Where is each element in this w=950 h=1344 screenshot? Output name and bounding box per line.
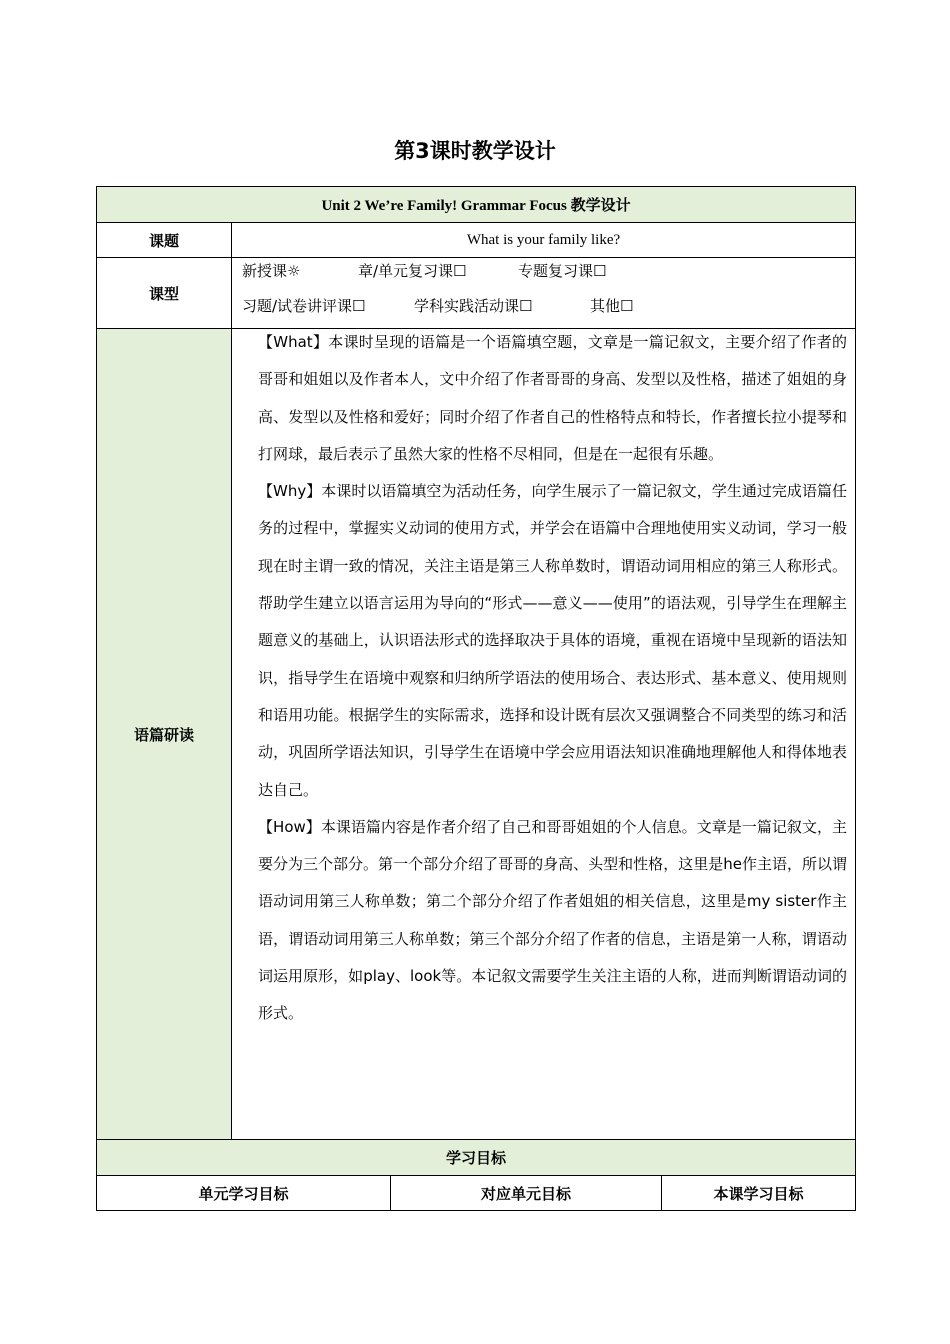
type-option-topic-review[interactable]: 专题复习课☐ xyxy=(518,262,607,280)
column-unit-objectives: 单元学习目标 xyxy=(97,1176,391,1211)
column-lesson-objectives: 本课学习目标 xyxy=(662,1176,856,1211)
page-title: 第3课时教学设计 xyxy=(394,139,556,163)
topic-value: What is your family like? xyxy=(232,223,856,258)
type-option-unit-review[interactable]: 章/单元复习课☐ xyxy=(358,262,467,280)
reading-label: 语篇研读 xyxy=(97,329,232,1140)
table-header: Unit 2 We’re Family! Grammar Focus 教学设计 xyxy=(97,187,856,223)
type-options-row-2 xyxy=(232,293,855,328)
reading-content xyxy=(232,329,856,1140)
topic-label: 课题 xyxy=(97,223,232,258)
type-label: 课型 xyxy=(97,258,232,329)
type-option-exercise-review[interactable]: 习题/试卷讲评课☐ xyxy=(242,297,366,315)
reading-why-paragraph: 【Why】本课时以语篇填空为活动任务，向学生展示了一篇记叙文，学生通过完成语篇任务的过程中，掌握实义动词的使用方式，并学会在语篇中合理地使用实义动词，学习一般现在时主谓一致的情况，关注主语是第三人称单数时，谓语动词用相应的第三人称形式。帮助学生建立以语言运用为导向的“形式——意义——使用”的语法观，引导学生在理解主题意义的基础上，认识语法形式的选择取决于具体的语境，重视在语境中呈现新的语法知识，指导学生在语境中观察和归纳所学语法的使用场合、表达形式、基本意义、使用规则和语用功能。根据学生的实际需求，选择和设计既有层次又强调整合不同类型的练习和活动，巩固所学语法知识，引导学生在语境中学会应用语法知识准确地理解他人和得体地表达自己。 xyxy=(258,482,848,799)
type-option-new[interactable]: 新授课☼ xyxy=(242,262,301,280)
reading-what-paragraph: 【What】本课时呈现的语篇是一个语篇填空题，文章是一篇记叙文，主要介绍了作者的哥哥和姐姐以及作者本人，文中介绍了作者哥哥的身高、发型以及性格，描述了姐姐的身高、发型以及性格和爱好；同时介绍了作者自己的性格特点和特长，作者擅长拉小提琴和打网球，最后表示了虽然大家的性格不尽相同，但是在一起很有乐趣。 xyxy=(258,333,848,463)
column-corresponding-objectives: 对应单元目标 xyxy=(391,1176,662,1211)
type-option-other[interactable]: 其他☐ xyxy=(590,297,634,315)
type-options-row-1 xyxy=(232,258,855,293)
objectives-title: 学习目标 xyxy=(97,1140,856,1176)
reading-how-paragraph: 【How】本课语篇内容是作者介绍了自己和哥哥姐姐的个人信息。文章是一篇记叙文，主要分为三个部分。第一个部分介绍了哥哥的身高、头型和性格，这里是he作主语，所以谓语动词用第三人称单数；第二个部分介绍了作者姐姐的相关信息，这里是my sister作主语，谓语动词用第三人称单数；第三个部分介绍了作者的信息，主语是第一人称，谓语动词运用原形，如play、look等。本记叙文需要学生关注主语的人称，进而判断谓语动词的形式。 xyxy=(258,817,848,1023)
type-options xyxy=(232,258,856,329)
type-option-practice-activity[interactable]: 学科实践活动课☐ xyxy=(414,297,533,315)
lesson-design-table xyxy=(96,186,856,1211)
